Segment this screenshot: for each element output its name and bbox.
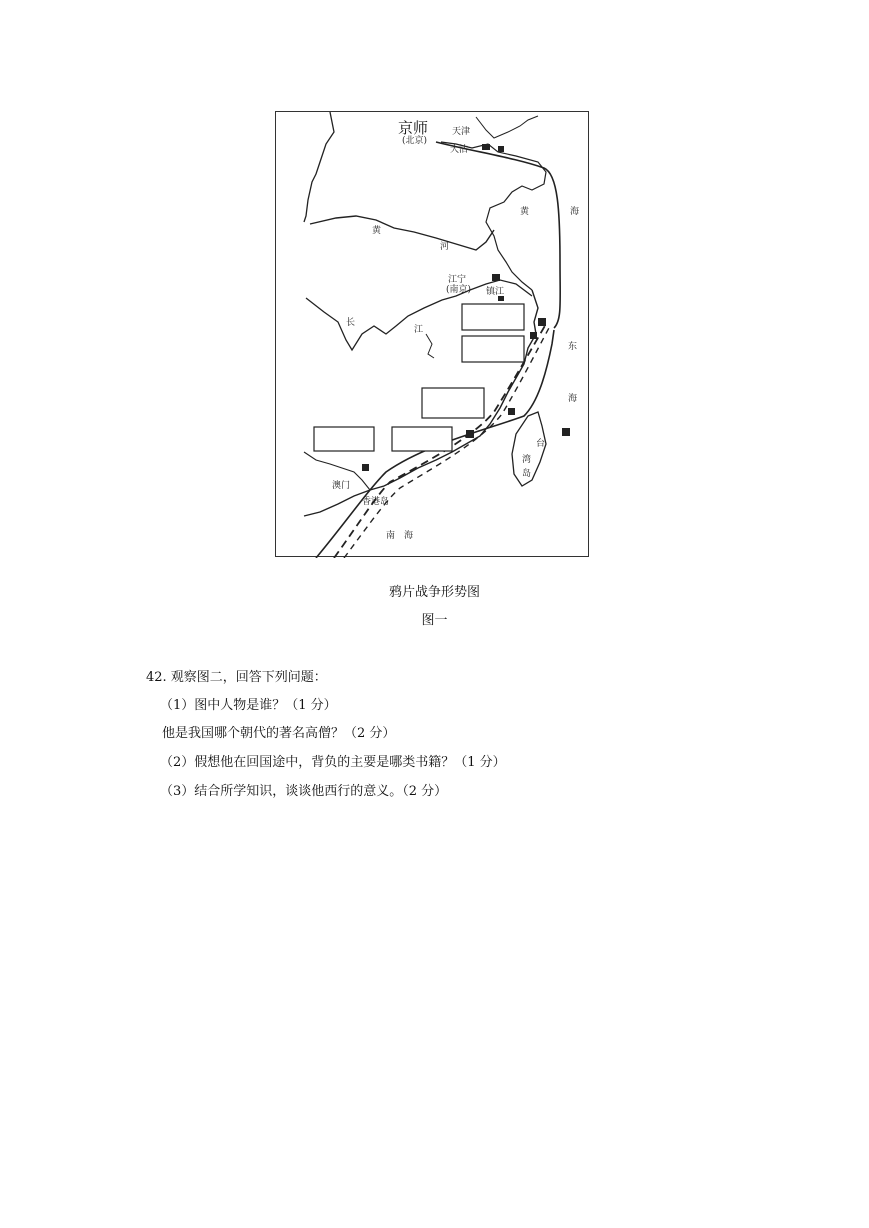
answer-box-4[interactable] bbox=[314, 427, 374, 451]
question-item-2: （2）假想他在回国途中，背负的主要是哪类书籍？（1 分） bbox=[160, 755, 506, 770]
liaodong-coast bbox=[476, 116, 538, 138]
label-tianjin: 天津 bbox=[452, 127, 471, 137]
label-east-sea-1: 东 bbox=[568, 342, 578, 352]
label-yellow-river-2: 河 bbox=[440, 242, 450, 252]
label-taiwan-1: 台 bbox=[536, 439, 546, 449]
northern-border bbox=[304, 112, 334, 222]
label-south-sea: 南 海 bbox=[386, 531, 414, 541]
answer-box-5[interactable] bbox=[392, 427, 452, 451]
yangtze-lake bbox=[426, 334, 434, 358]
answer-box-1[interactable] bbox=[462, 304, 524, 330]
label-huang-sea-2: 海 bbox=[570, 207, 580, 217]
label-taiwan-3: 岛 bbox=[522, 469, 532, 479]
figure-number: 图一 bbox=[421, 613, 448, 628]
label-macau: 澳门 bbox=[332, 481, 351, 491]
question-stem: 42. 观察图二，回答下列问题： bbox=[146, 670, 327, 685]
answer-box-3[interactable] bbox=[422, 388, 484, 418]
label-huang-sea-1: 黄 bbox=[520, 207, 530, 217]
label-jiangning-note: (南京) bbox=[446, 285, 472, 295]
label-yangtze-1: 长 bbox=[346, 318, 356, 328]
label-zhenjiang: 镇江 bbox=[486, 287, 505, 297]
question-item-3: （3）结合所学知识，谈谈他西行的意义。（2 分） bbox=[160, 784, 448, 799]
figure-caption: 鸦片战争形势图 bbox=[388, 585, 480, 600]
label-capital-note: (北京) bbox=[402, 136, 428, 146]
question-item-1b: 他是我国哪个朝代的著名高僧？（2 分） bbox=[162, 726, 396, 741]
label-hongkong: 香港岛 bbox=[362, 497, 390, 507]
yellow-river bbox=[310, 216, 494, 250]
label-capital: 京师 bbox=[398, 119, 429, 137]
answer-box-2[interactable] bbox=[462, 336, 524, 362]
label-east-sea-2: 海 bbox=[568, 394, 578, 404]
label-taiwan-2: 湾 bbox=[522, 455, 532, 465]
question-item-1: （1）图中人物是谁？（1 分） bbox=[160, 698, 337, 713]
label-jiangning: 江宁 bbox=[448, 275, 467, 285]
label-dagu: 大沽 bbox=[450, 145, 469, 155]
label-yangtze-2: 江 bbox=[414, 325, 424, 335]
label-yellow-river-1: 黄 bbox=[372, 226, 382, 236]
opium-war-map bbox=[275, 111, 589, 557]
map-drawing bbox=[276, 112, 590, 558]
